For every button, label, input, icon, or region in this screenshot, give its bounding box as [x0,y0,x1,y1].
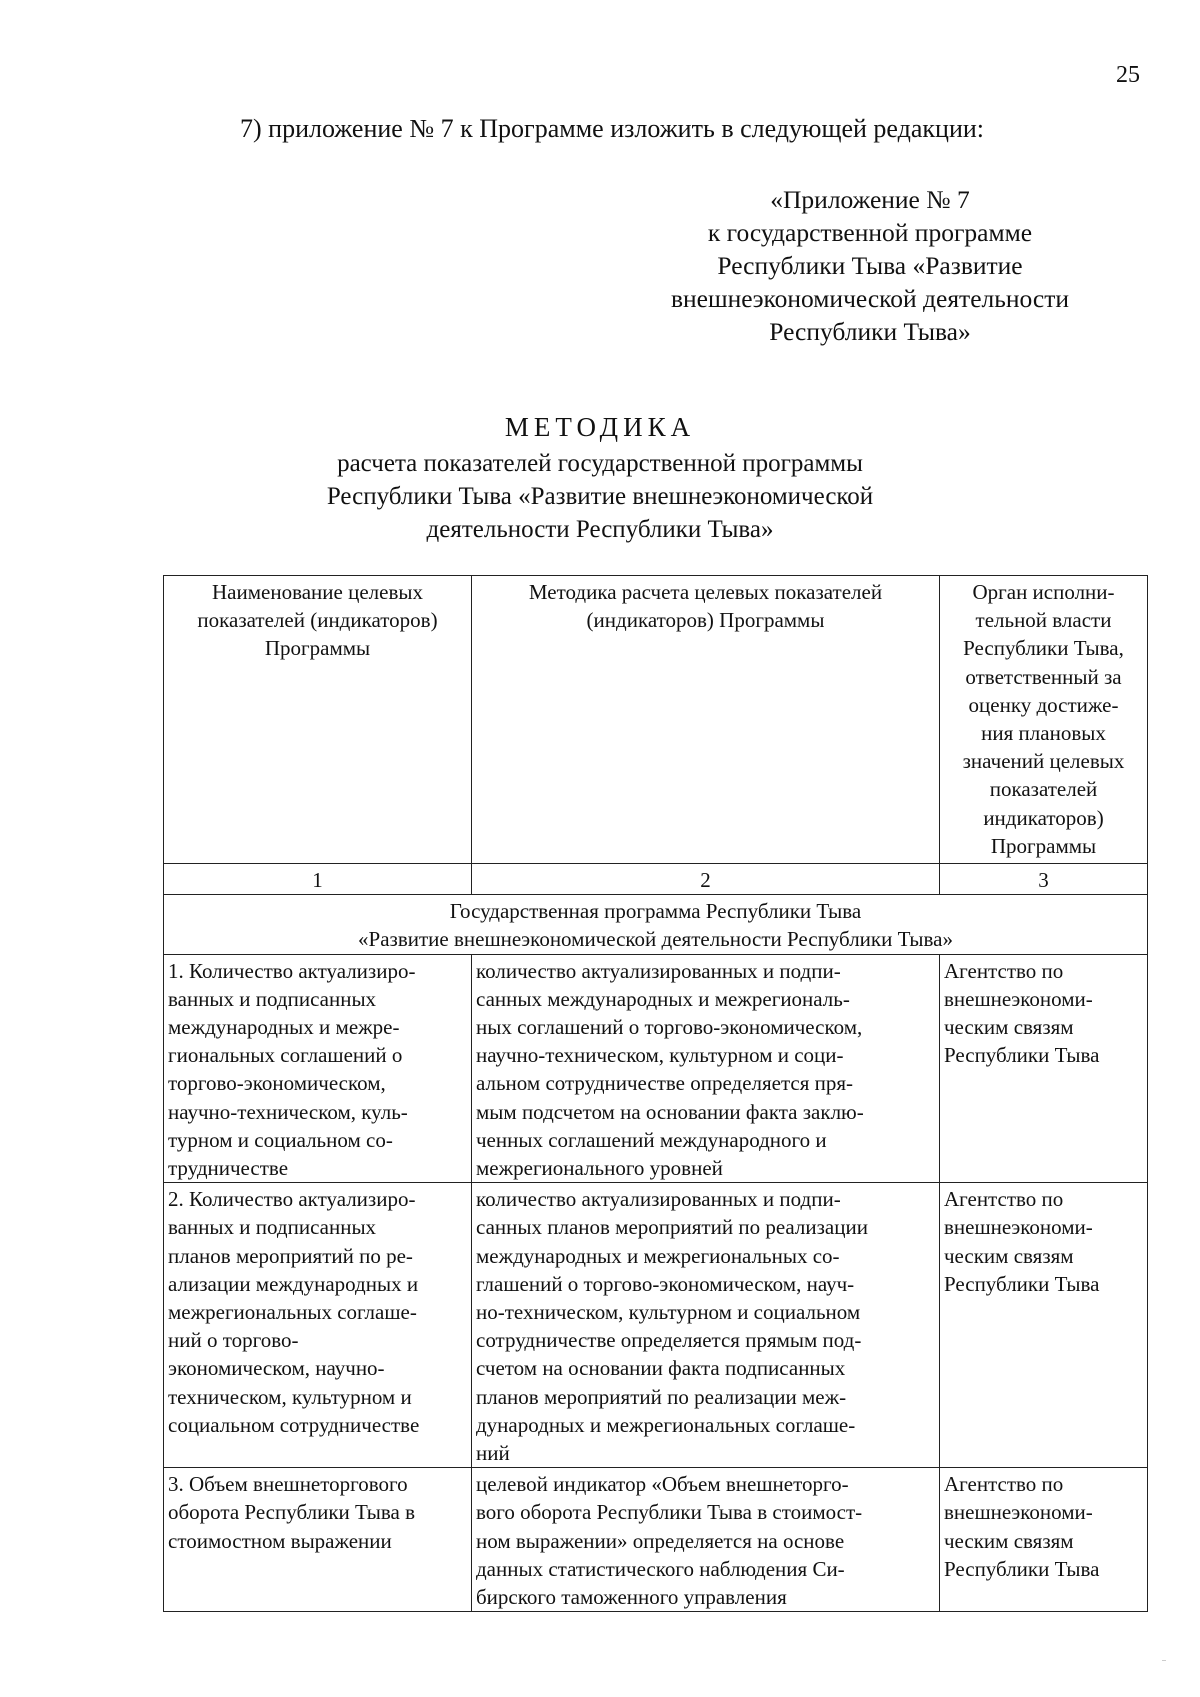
cell-line: планов мероприятий по реализации меж- [476,1384,847,1409]
header-line: Республики Тыва, [963,636,1124,661]
header-line: значений целевых [962,749,1125,774]
appendix-line: Республики Тыва «Развитие [717,251,1023,280]
cell-line: внешнеэкономи- [944,1215,1093,1240]
header-line: ответственный за [965,664,1122,689]
cell-line: стоимостном выражении [168,1528,392,1553]
cell-line: Республики Тыва [944,1043,1100,1068]
header-line: Наименование целевых [212,580,423,604]
document-title: МЕТОДИКА [504,412,696,442]
cell-line: турном и социальном со- [168,1127,393,1152]
cell-line: гиональных соглашений о [168,1043,403,1068]
header-line: индикаторов) [983,805,1104,830]
table-row [164,1468,1148,1612]
cell-line: альном сотрудничестве определяется пря- [476,1071,854,1096]
header-line: Методика расчета целевых показателей [528,580,883,604]
cell-line: Республики Тыва [944,1271,1100,1296]
cell-line: планов мероприятий по ре- [168,1243,413,1268]
header-line: Орган исполни- [972,580,1115,604]
cell-line: сотрудничестве определяется прямым под- [476,1328,862,1353]
appendix-line: внешнеэкономической деятельности [670,284,1070,313]
method-cell [472,954,940,1183]
cell-line: Агентство по [944,958,1064,983]
header-line: оценку достиже- [968,692,1119,717]
cell-line: межрегионального уровней [476,1156,723,1181]
header-line: (индикаторов) Программы [586,608,825,633]
cell-line: ализации международных и [168,1271,419,1296]
header-authority-cell [940,576,1148,864]
cell-line: ных соглашений о торгово-экономическом, [476,1015,863,1040]
cell-line: ченных соглашений международного и [476,1127,827,1152]
cell-line: внешнеэкономи- [944,1500,1093,1525]
cell-line: международных и межре- [168,1015,400,1040]
section-row [164,895,1148,954]
cell-line: социальном сотрудничестве [168,1412,420,1437]
appendix-line: к государственной программе [707,218,1033,247]
authority-cell [940,954,1148,1183]
subtitle-line: расчета показателей государственной программы [337,450,863,477]
table-header-row [164,576,1148,864]
cell-line: трудничестве [168,1156,289,1181]
column-number: 3 [940,864,1148,895]
header-line: показателей (индикаторов) [197,608,438,633]
cell-line: бирского таможенного управления [476,1585,787,1610]
cell-line: вого оборота Республики Тыва в стоимост- [476,1500,863,1525]
cell-line: санных планов мероприятий по реализации [476,1215,868,1240]
cell-line: данных статистического наблюдения Си- [476,1556,845,1581]
appendix-line: «Приложение № 7 [770,185,970,214]
document-subtitle [0,447,1200,546]
cell-line: ний о торгово- [168,1328,299,1353]
cell-line: Агентство по [944,1472,1064,1497]
cell-line: санных международных и межрегиональ- [476,986,850,1011]
column-number: 1 [164,864,472,895]
table-body [164,954,1148,1612]
header-line: Программы [990,833,1097,858]
cell-line: Агентство по [944,1187,1064,1212]
cell-line: Республики Тыва [944,1556,1100,1581]
cell-line: научно-техническом, культурном и соци- [476,1043,844,1068]
appendix-line: Республики Тыва» [769,317,971,346]
cell-line: ний [476,1441,510,1466]
table-row [164,1183,1148,1468]
column-number: 2 [472,864,940,895]
cell-line: межрегиональных соглаше- [168,1300,417,1325]
cell-line: но-техническом, культурном и социальном [476,1300,861,1325]
appendix-header [620,183,1120,348]
authority-cell [940,1183,1148,1468]
header-line: показателей [989,777,1098,802]
cell-line: количество актуализированных и подпи- [476,958,841,983]
cell-line: счетом на основании факта подписанных [476,1356,846,1381]
cell-line: ческим связям [944,1243,1074,1268]
cell-line: целевой индикатор «Объем внешнеторго- [476,1472,849,1497]
table-row [164,954,1148,1183]
header-line: ния плановых [981,721,1106,746]
scan-artifact [1162,1660,1166,1661]
methodology-table [163,575,1148,1612]
header-method-cell [472,576,940,864]
cell-line: ческим связям [944,1528,1074,1553]
cell-line: мым подсчетом на основании факта заклю- [476,1099,864,1124]
header-name-cell [164,576,472,864]
cell-line: 2. Количество актуализиро- [168,1187,416,1212]
cell-line: глашений о торгово-экономическом, науч- [476,1271,855,1296]
subtitle-line: деятельности Республики Тыва» [426,516,774,543]
cell-line: 3. Объем внешнеторгового [168,1472,408,1497]
method-cell [472,1468,940,1612]
cell-line: техническом, культурном и [168,1384,412,1409]
section-line: «Развитие внешнеэкономической деятельности Республики Тыва» [358,927,953,952]
cell-line: международных и межрегиональных со- [476,1243,840,1268]
cell-line: научно-техническом, куль- [168,1099,408,1124]
indicator-name-cell [164,954,472,1183]
cell-line: дународных и межрегиональных соглаше- [476,1412,856,1437]
method-cell [472,1183,940,1468]
cell-line: ванных и подписанных [168,1215,377,1240]
cell-line: 1. Количество актуализиро- [168,958,416,983]
indicator-name-cell [164,1468,472,1612]
cell-line: внешнеэкономи- [944,986,1093,1011]
authority-cell [940,1468,1148,1612]
cell-line: ванных и подписанных [168,986,377,1011]
cell-line: оборота Республики Тыва в [168,1500,416,1525]
subtitle-line: Республики Тыва «Развитие внешнеэкономической [326,483,874,510]
cell-line: торгово-экономическом, [168,1071,386,1096]
cell-line: ном выражении» определяется на основе [476,1528,845,1553]
section-title [164,895,1148,954]
header-line: тельной власти [975,608,1112,633]
column-number-row [164,864,1148,895]
cell-line: количество актуализированных и подпи- [476,1187,841,1212]
cell-line: ческим связям [944,1015,1074,1040]
header-line: Программы [264,636,371,661]
cell-line: экономическом, научно- [168,1356,385,1381]
page-number: 25 [1116,62,1140,88]
intro-paragraph: 7) приложение № 7 к Программе изложить в следующей редакции: [240,114,984,143]
indicator-name-cell [164,1183,472,1468]
section-line: Государственная программа Республики Тыва [449,899,862,924]
